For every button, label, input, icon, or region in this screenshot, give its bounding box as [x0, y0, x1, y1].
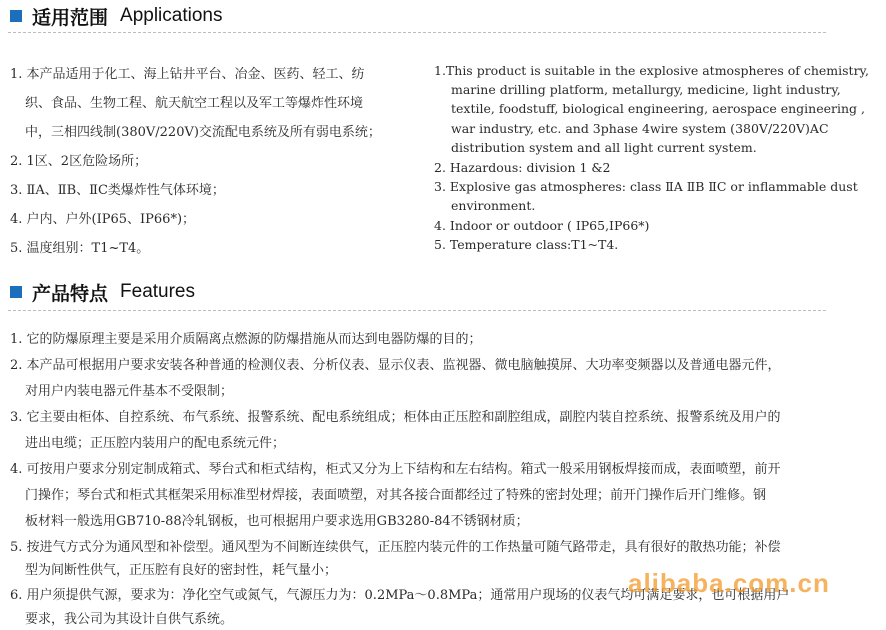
- applications-en-line: 4. Indoor or outdoor ( IP65,IP66*): [434, 218, 650, 233]
- features-title-cn: 产品特点: [32, 282, 109, 305]
- applications-cn-line: 3. ⅡA、ⅡB、ⅡC类爆炸性气体环境；: [10, 183, 225, 198]
- section-marker-icon: [10, 286, 22, 298]
- applications-cn-line: 中，三相四线制(380V/220V)交流配电系统及所有弱电系统；: [25, 125, 381, 140]
- features-line: 1. 它的防爆原理主要是采用介质隔离点燃源的防爆措施从而达到电器防爆的目的；: [10, 332, 482, 347]
- applications-cn-line: 1. 本产品适用于化工、海上钻井平台、冶金、医药、轻工、纺: [10, 67, 365, 82]
- features-line: 3. 它主要由柜体、自控系统、布气系统、报警系统、配电系统组成；柜体由正压腔和副腔组成，副腔内装自控系统、报警系统及用户的: [10, 410, 781, 425]
- divider: [8, 32, 826, 33]
- applications-cn-line: 2. 1区、2区危险场所；: [10, 154, 148, 169]
- applications-en-line: war industry, etc. and 3phase 4wire system (380V/220V)AC: [451, 121, 829, 136]
- section-marker-icon: [10, 10, 22, 22]
- applications-title-cn: 适用范围: [32, 6, 109, 29]
- applications-en-line: 3. Explosive gas atmospheres: class ⅡA ⅡB ⅡC or inflammable dust: [434, 179, 858, 194]
- features-header: [10, 278, 195, 306]
- features-title-en: Features: [120, 281, 195, 302]
- features-line: 门操作；琴台式和柜式其框架采用标准型材焊接，表面喷塑，对其各接合面都经过了特殊的密封处理；前开门操作后开门维修。钢: [25, 488, 767, 503]
- alibaba-watermark: alibaba.com.cn: [628, 568, 830, 598]
- applications-cn-line: 织、食品、生物工程、航天航空工程以及军工等爆炸性环境: [25, 96, 364, 111]
- features-line: 进出电缆；正压腔内装用户的配电系统元件；: [25, 436, 286, 451]
- applications-cn-line: 5. 温度组别：T1~T4。: [10, 241, 150, 256]
- applications-en-line: 5. Temperature class:T1~T4.: [434, 237, 619, 252]
- applications-en-line: distribution system and all light current system.: [451, 140, 757, 155]
- applications-en-line: environment.: [451, 198, 536, 213]
- features-line: 2. 本产品可根据用户要求安装各种普通的检测仪表、分析仪表、显示仪表、监视器、微电脑触摸屏、大功率变频器以及普通电器元件，: [10, 358, 781, 373]
- divider: [8, 310, 826, 311]
- applications-en-line: 1.This product is suitable in the explosive atmospheres of chemistry,: [434, 63, 869, 78]
- applications-header: [10, 2, 222, 30]
- applications-cn-line: 4. 户内、户外(IP65、IP66*)；: [10, 212, 196, 227]
- features-line: 6. 用户须提供气源，要求为：净化空气或氮气，气源压力为：0.2MPa～0.8MPa；通常用户现场的仪表气均可满足要求，也可根据用户: [10, 588, 790, 603]
- features-line: 要求，我公司为其设计自供气系统。: [25, 612, 234, 627]
- features-line: 板材料一般选用GB710-88冷轧钢板，也可根据用户要求选用GB3280-84不锈钢材质；: [25, 514, 529, 529]
- features-line: 4. 可按用户要求分别定制成箱式、琴台式和柜式结构，柜式又分为上下结构和左右结构。箱式一般采用钢板焊接而成，表面喷塑，前开: [10, 462, 781, 477]
- applications-en-line: textile, foodstuff, biological engineering, aerospace engineering ,: [451, 101, 865, 116]
- features-line: 5. 按进气方式分为通风型和补偿型。通风型为不间断连续供气，正压腔内装元件的工作热量可随气路带走，具有很好的散热功能；补偿: [10, 540, 781, 555]
- features-line: 对用户内装电器元件基本不受限制；: [25, 384, 234, 399]
- applications-title-en: Applications: [120, 5, 223, 26]
- applications-en-line: 2. Hazardous: division 1 &2: [434, 160, 611, 175]
- applications-en-line: marine drilling platform, metallurgy, medicine, light industry,: [451, 82, 841, 97]
- features-line: 型为间断性供气，正压腔有良好的密封性，耗气量小；: [25, 563, 338, 578]
